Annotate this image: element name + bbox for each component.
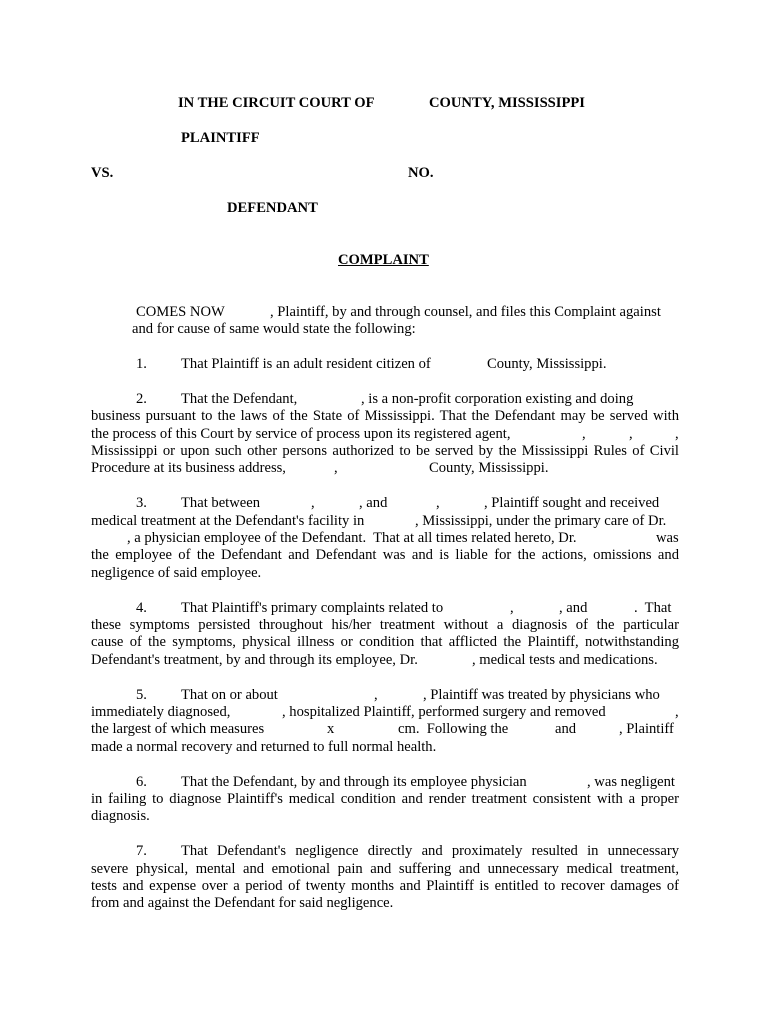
p1-text-a: That Plaintiff is an adult resident citizen of (181, 356, 431, 372)
p2-line4: Mississippi or upon such other persons authorized to be served by the Mississippi Rules of Civil (91, 443, 679, 459)
p1-number: 1. (136, 356, 147, 372)
p6-line1-a: That the Defendant, by and through its employee physician (181, 774, 527, 790)
p5-line1-a: That on or about (181, 687, 278, 703)
p2-line3-d: , (675, 426, 679, 442)
p3-line4: the employee of the Defendant and Defendant was and is liable for the actions, omissions and (91, 547, 679, 563)
document-title: COMPLAINT (338, 252, 429, 268)
p7-line2: severe physical, mental and emotional pain and suffering and unnecessary medical treatment, (91, 861, 679, 877)
p6-line1-b: , was negligent (587, 774, 675, 790)
p5-line1-c: , Plaintiff was treated by physicians who (423, 687, 660, 703)
p2-line3-b: , (582, 426, 586, 442)
p3-line1-a: That between (181, 495, 261, 511)
p2-line5-a: Procedure at its business address, (91, 460, 286, 476)
p5-line3-b: x (327, 721, 335, 737)
defendant-label: DEFENDANT (227, 200, 318, 216)
p2-line1-a: That the Defendant, (181, 391, 298, 407)
p7-line4: from and against the Defendant for said negligence. (91, 895, 394, 911)
p3-line1-b: , (311, 495, 315, 511)
p5-line3-d: and (555, 721, 577, 737)
p3-line2-a: medical treatment at the Defendant's facility in (91, 513, 365, 529)
p5-line2-a: immediately diagnosed, (91, 704, 231, 720)
p3-line3-b: was (656, 530, 679, 546)
p2-line5-b: , (334, 460, 338, 476)
p2-line1-b: , is a non-profit corporation existing and doing (361, 391, 634, 407)
p4-line1-d: . That (634, 600, 672, 616)
p1-text-b: County, Mississippi. (487, 356, 607, 372)
p3-line3-a: , a physician employee of the Defendant. That at all times related hereto, Dr. (127, 530, 577, 546)
p2-number: 2. (136, 391, 147, 407)
p5-line2-b: , hospitalized Plaintiff, performed surgery and removed (282, 704, 606, 720)
plaintiff-label: PLAINTIFF (181, 130, 260, 146)
p3-line1-c: , and (359, 495, 388, 511)
p5-number: 5. (136, 687, 147, 703)
p3-line5: negligence of said employee. (91, 565, 262, 581)
p6-line3: diagnosis. (91, 808, 150, 824)
p2-line5-c: County, Mississippi. (429, 460, 549, 476)
p7-line1: That Defendant's negligence directly and proximately resulted in unnecessary (181, 843, 679, 859)
intro-line1: , Plaintiff, by and through counsel, and files this Complaint against (270, 304, 661, 320)
p5-line2-c: , (675, 704, 679, 720)
p4-number: 4. (136, 600, 147, 616)
p5-line3-a: the largest of which measures (91, 721, 265, 737)
p4-line1-b: , (510, 600, 514, 616)
p5-line3-e: , Plaintiff (619, 721, 674, 737)
p3-number: 3. (136, 495, 147, 511)
p7-number: 7. (136, 843, 147, 859)
p5-line4: made a normal recovery and returned to full normal health. (91, 739, 437, 755)
p4-line3: cause of the symptoms, physical illness or condition that afflicted the Plaintiff, notwithstanding (91, 634, 679, 650)
p7-line3: tests and expense over a period of twenty months and Plaintiff is entitled to recover damages of (91, 878, 679, 894)
intro-comes-now: COMES NOW (136, 304, 225, 320)
court-heading-left: IN THE CIRCUIT COURT OF (178, 95, 375, 111)
p4-line4-a: Defendant's treatment, by and through its employee, Dr. (91, 652, 418, 668)
p6-number: 6. (136, 774, 147, 790)
p3-line1-d: , (436, 495, 440, 511)
p4-line2: these symptoms persisted throughout his/her treatment without a diagnosis of the particular (91, 617, 679, 633)
p3-line1-e: , Plaintiff sought and received (484, 495, 660, 511)
intro-line2: and for cause of same would state the following: (132, 321, 416, 337)
p2-line3-a: the process of this Court by service of process upon its registered agent, (91, 426, 511, 442)
case-number-label: NO. (408, 165, 434, 181)
vs-label: VS. (91, 165, 114, 181)
p4-line4-b: , medical tests and medications. (472, 652, 658, 668)
p4-line1-a: That Plaintiff's primary complaints related to (181, 600, 444, 616)
p4-line1-c: , and (559, 600, 588, 616)
p3-line2-b: , Mississippi, under the primary care of Dr. (415, 513, 667, 529)
p5-line1-b: , (374, 687, 378, 703)
p5-line3-c: cm. Following the (398, 721, 509, 737)
p2-line3-c: , (629, 426, 633, 442)
p2-line2: business pursuant to the laws of the State of Mississippi. That the Defendant may be served with (91, 408, 679, 424)
court-heading-right: COUNTY, MISSISSIPPI (429, 95, 585, 111)
p6-line2: in failing to diagnose Plaintiff's medical condition and render treatment consistent with a proper (91, 791, 679, 807)
